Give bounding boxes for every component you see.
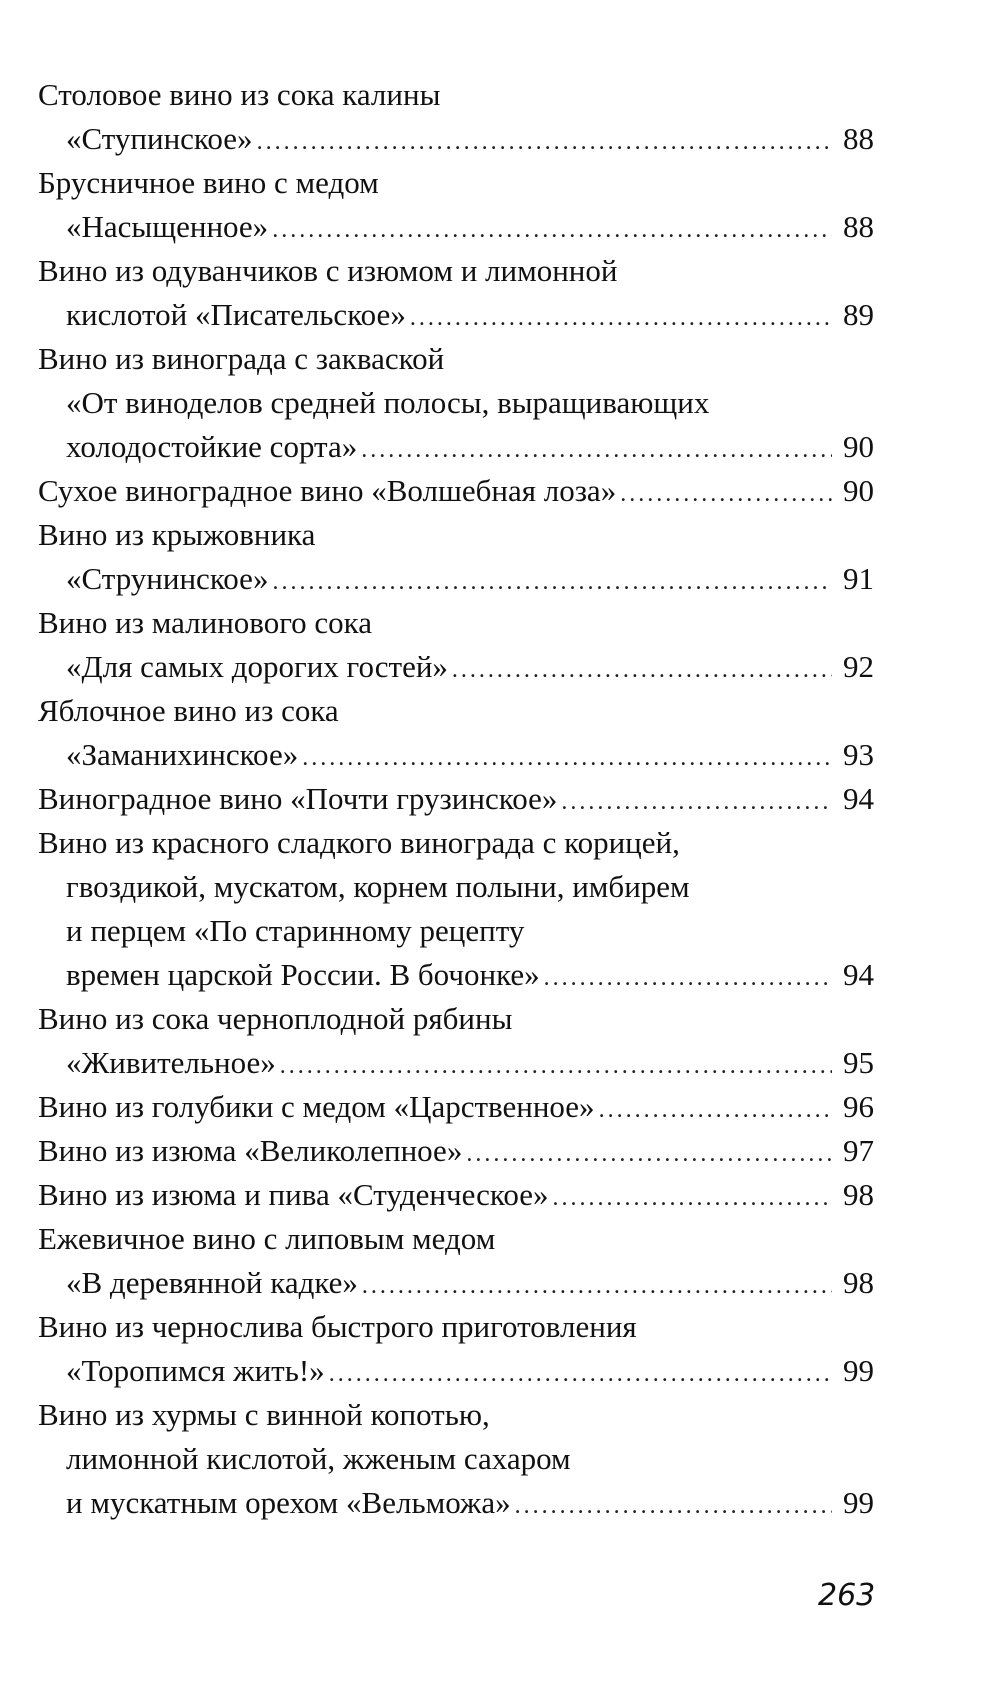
toc-entry-line xyxy=(38,1085,874,1129)
toc-entry-line xyxy=(38,733,874,777)
dot-leader xyxy=(362,1264,832,1308)
toc-entry-line xyxy=(38,469,874,513)
toc-entry-line xyxy=(38,953,874,997)
toc-entry-text: Вино из винограда с закваской xyxy=(38,341,445,376)
toc-entry-line xyxy=(38,689,874,733)
toc-entry-line xyxy=(38,161,874,205)
toc-entry-text: «Торопимся жить!» xyxy=(66,1353,325,1388)
toc-entry-line xyxy=(38,601,874,645)
toc-page-number: 99 xyxy=(843,1485,874,1520)
dot-leader xyxy=(361,428,832,472)
toc-entry xyxy=(38,1085,874,1129)
toc-entry-line xyxy=(38,73,874,117)
toc-entry xyxy=(38,1173,874,1217)
toc-entry-line xyxy=(38,513,874,557)
toc-entry-text: Вино из крыжовника xyxy=(38,517,316,552)
toc-entry-line xyxy=(38,777,874,821)
toc-entry-line xyxy=(38,425,874,469)
dot-leader xyxy=(257,120,832,164)
toc-page-number: 98 xyxy=(843,1177,874,1212)
toc-entry-text: гвоздикой, мускатом, корнем полыни, имбирем xyxy=(66,869,690,904)
toc-entry-line xyxy=(38,1437,874,1481)
table-of-contents xyxy=(38,73,874,1525)
toc-entry-line xyxy=(38,381,874,425)
dot-leader xyxy=(620,472,832,516)
toc-entry-line xyxy=(38,1173,874,1217)
toc-entry-line xyxy=(38,117,874,161)
toc-entry xyxy=(38,1217,874,1305)
toc-entry-line xyxy=(38,1261,874,1305)
toc-entry-text: Вино из одуванчиков с изюмом и лимонной xyxy=(38,253,618,288)
toc-entry-line xyxy=(38,557,874,601)
toc-page-number: 99 xyxy=(843,1353,874,1388)
toc-entry-text: холодостойкие сорта» xyxy=(66,429,358,464)
toc-entry xyxy=(38,161,874,249)
toc-page-number: 94 xyxy=(843,957,874,992)
dot-leader xyxy=(302,736,832,780)
toc-entry xyxy=(38,777,874,821)
toc-entry-text: Сухое виноградное вино «Волшебная лоза» xyxy=(38,473,617,508)
toc-entry-text: лимонной кислотой, жженым сахаром xyxy=(66,1441,571,1476)
toc-entry-line xyxy=(38,1305,874,1349)
toc-page-number: 98 xyxy=(843,1265,874,1300)
toc-entry xyxy=(38,997,874,1085)
toc-entry-text: Столовое вино из сока калины xyxy=(38,77,441,112)
dot-leader xyxy=(544,956,832,1000)
dot-leader xyxy=(553,1176,832,1220)
toc-entry-text: «В деревянной кадке» xyxy=(66,1265,358,1300)
toc-page-number: 90 xyxy=(843,473,874,508)
toc-entry-line xyxy=(38,1129,874,1173)
toc-entry-line xyxy=(38,821,874,865)
toc-entry xyxy=(38,73,874,161)
toc-entry-text: Вино из сока черноплодной рябины xyxy=(38,1001,513,1036)
toc-entry-text: Виноградное вино «Почти грузинское» xyxy=(38,781,558,816)
toc-entry xyxy=(38,337,874,469)
toc-entry-text: Ежевичное вино с липовым медом xyxy=(38,1221,496,1256)
toc-entry-line xyxy=(38,1481,874,1525)
toc-entry xyxy=(38,689,874,777)
toc-entry-line xyxy=(38,337,874,381)
dot-leader xyxy=(599,1088,832,1132)
toc-entry-text: «Струнинское» xyxy=(66,561,269,596)
dot-leader xyxy=(561,780,832,824)
toc-entry-line xyxy=(38,1217,874,1261)
toc-entry-text: Вино из чернослива быстрого приготовления xyxy=(38,1309,637,1344)
toc-entry-line xyxy=(38,997,874,1041)
toc-entry-line xyxy=(38,205,874,249)
toc-page-number: 97 xyxy=(843,1133,874,1168)
toc-page-number: 94 xyxy=(843,781,874,816)
page-number: 263 xyxy=(818,1578,876,1613)
toc-entry-line xyxy=(38,1041,874,1085)
dot-leader xyxy=(272,208,832,252)
toc-entry-text: Вино из красного сладкого винограда с корицей, xyxy=(38,825,680,860)
toc-page-number: 88 xyxy=(843,209,874,244)
toc-entry xyxy=(38,821,874,997)
toc-entry-text: и мускатным орехом «Вельможа» xyxy=(66,1485,511,1520)
toc-entry-line xyxy=(38,293,874,337)
toc-entry-text: «Ступинское» xyxy=(66,121,253,156)
toc-page-number: 95 xyxy=(843,1045,874,1080)
dot-leader xyxy=(452,648,832,692)
toc-entry-line xyxy=(38,249,874,293)
toc-entry-line xyxy=(38,1393,874,1437)
toc-entry-line xyxy=(38,1349,874,1393)
toc-entry-text: Яблочное вино из сока xyxy=(38,693,339,728)
toc-page-number: 88 xyxy=(843,121,874,156)
dot-leader xyxy=(410,296,832,340)
toc-page-number: 89 xyxy=(843,297,874,332)
toc-entry xyxy=(38,1393,874,1525)
toc-page-number: 93 xyxy=(843,737,874,772)
dot-leader xyxy=(466,1132,832,1176)
toc-entry-text: Вино из изюма «Великолепное» xyxy=(38,1133,463,1168)
toc-entry xyxy=(38,601,874,689)
toc-page-number: 92 xyxy=(843,649,874,684)
toc-entry-line xyxy=(38,865,874,909)
toc-entry xyxy=(38,469,874,513)
toc-entry xyxy=(38,1305,874,1393)
toc-entry-text: Брусничное вино с медом xyxy=(38,165,379,200)
dot-leader xyxy=(515,1484,832,1528)
toc-entry-text: Вино из хурмы с винной копотью, xyxy=(38,1397,490,1432)
toc-page-number: 90 xyxy=(843,429,874,464)
toc-entry-text: времен царской России. В бочонке» xyxy=(66,957,540,992)
toc-entry-text: «Живительное» xyxy=(66,1045,276,1080)
toc-entry-line xyxy=(38,645,874,689)
toc-entry-text: Вино из изюма и пива «Студенческое» xyxy=(38,1177,549,1212)
toc-entry-text: «Насыщенное» xyxy=(66,209,269,244)
toc-entry-text: «Для самых дорогих гостей» xyxy=(66,649,448,684)
toc-page-number: 96 xyxy=(843,1089,874,1124)
toc-entry-text: «От виноделов средней полосы, выращивающих xyxy=(66,385,710,420)
toc-page-number: 91 xyxy=(843,561,874,596)
toc-entry-text: и перцем «По старинному рецепту xyxy=(66,913,525,948)
toc-entry xyxy=(38,249,874,337)
dot-leader xyxy=(272,560,832,604)
toc-entry-text: кислотой «Писательское» xyxy=(66,297,406,332)
toc-entry-line xyxy=(38,909,874,953)
dot-leader xyxy=(280,1044,832,1088)
toc-entry-text: Вино из голубики с медом «Царственное» xyxy=(38,1089,595,1124)
toc-entry xyxy=(38,1129,874,1173)
dot-leader xyxy=(329,1352,832,1396)
toc-entry-text: Вино из малинового сока xyxy=(38,605,373,640)
toc-entry-text: «Заманихинское» xyxy=(66,737,299,772)
toc-entry xyxy=(38,513,874,601)
